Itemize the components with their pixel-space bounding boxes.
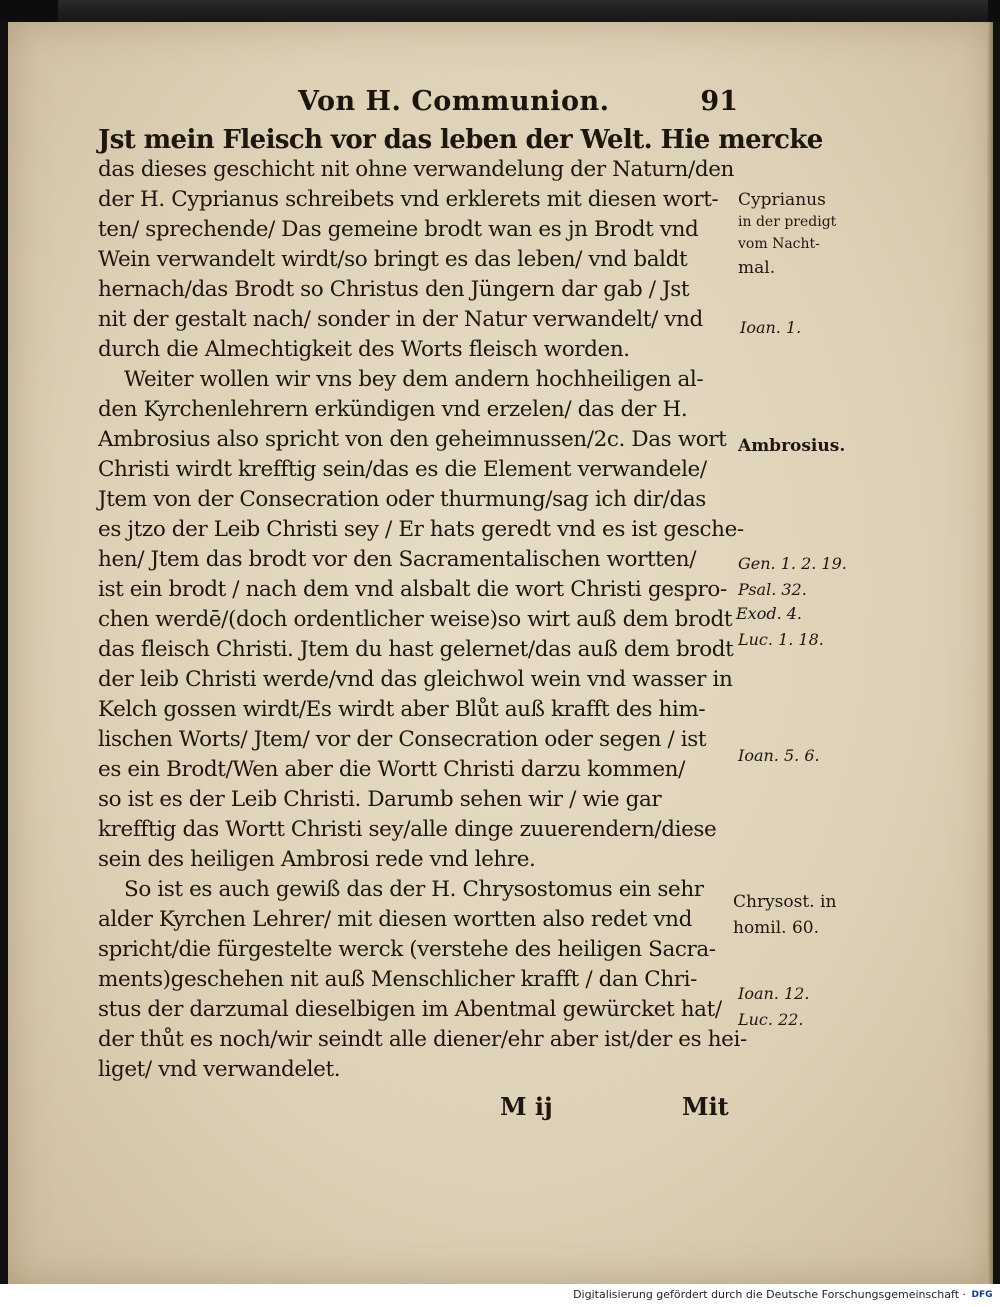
text-line: sein des heiligen Ambrosi rede vnd lehre. <box>98 847 536 872</box>
text-line: Weiter wollen wir vns bey dem andern hochheiligen al- <box>124 367 704 392</box>
text-line: lischen Worts/ Jtem/ vor der Consecration oder segen / ist <box>98 727 707 752</box>
running-head: Von H. Communion. <box>298 86 610 117</box>
text-line: stus der darzumal dieselbigen im Abentmal gewürcket hat/ <box>98 997 722 1022</box>
text-line: krefftig das Wortt Christi sey/alle dinge zuuerendern/diese <box>98 817 717 842</box>
top-bar <box>0 0 1000 22</box>
margin-note: homil. 60. <box>733 918 820 938</box>
margin-note: Ioan. 5. 6. <box>738 746 820 765</box>
margin-note: Gen. 1. 2. 19. <box>738 554 847 573</box>
text-line: nit der gestalt nach/ sonder in der Natur verwandelt/ vnd <box>98 307 703 332</box>
text-line: den Kyrchenlehrern erkündigen vnd erzelen/ das der H. <box>98 397 688 422</box>
text-line: das fleisch Christi. Jtem du hast gelernet/das auß dem brodt <box>98 637 734 662</box>
signature-mark: M ij <box>500 1092 553 1121</box>
text-line: alder Kyrchen Lehrer/ mit diesen wortten also redet vnd <box>98 907 692 932</box>
text-line: so ist es der Leib Christi. Darumb sehen wir / wie gar <box>98 787 662 812</box>
text-line: Wein verwandelt wirdt/so bringt es das leben/ vnd baldt <box>98 247 688 272</box>
dfg-logo-icon: DFG <box>971 1290 993 1300</box>
text-line: Kelch gossen wirdt/Es wirdt aber Blůt auß krafft des him- <box>98 697 706 722</box>
funding-notice: Digitalisierung gefördert durch die Deutsche Forschungsgemeinschaft · <box>573 1288 966 1301</box>
margin-note: in der predigt <box>738 214 837 230</box>
margin-note: vom Nacht- <box>738 236 820 252</box>
text-line: Ambrosius also spricht von den geheimnussen/2c. Das wort <box>98 427 727 452</box>
margin-note: Ioan. 12. <box>738 984 810 1003</box>
text-line: durch die Almechtigkeit des Worts fleisch worden. <box>98 337 630 362</box>
text-line: hen/ Jtem das brodt vor den Sacramentalischen wortten/ <box>98 547 697 572</box>
text-line: ments)geschehen nit auß Menschlicher krafft / dan Chri- <box>98 967 698 992</box>
margin-note: Psal. 32. <box>738 580 807 599</box>
margin-note: Ambrosius. <box>738 436 846 456</box>
text-line: Jst mein Fleisch vor das leben der Welt. Hie mercke <box>98 125 823 155</box>
margin-note: Cyprianus <box>738 190 826 210</box>
text-line: chen werdē/(doch ordentlicher weise)so wirt auß dem brodt <box>98 607 733 632</box>
page-gutter <box>987 22 993 1284</box>
margin-note: Exod. 4. <box>736 604 803 623</box>
footer-bar <box>0 1284 1000 1307</box>
text-line: das dieses geschicht nit ohne verwandelung der Naturn/den <box>98 157 734 182</box>
text-line: es jtzo der Leib Christi sey / Er hats geredt vnd es ist gesche- <box>98 517 744 542</box>
text-line: Jtem von der Consecration oder thurmung/sag ich dir/das <box>98 487 706 512</box>
text-line: der leib Christi werde/vnd das gleichwol wein vnd wasser in <box>98 667 733 692</box>
catchword: Mit <box>682 1092 729 1121</box>
page-number: 91 <box>700 86 738 117</box>
text-line: liget/ vnd verwandelet. <box>98 1057 341 1082</box>
text-line: ten/ sprechende/ Das gemeine brodt wan es jn Brodt vnd <box>98 217 699 242</box>
text-line: der thůt es noch/wir seindt alle diener/ehr aber ist/der es hei- <box>98 1027 747 1052</box>
margin-note: mal. <box>738 258 776 278</box>
text-line: der H. Cyprianus schreibets vnd erklerets mit diesen wort- <box>98 187 719 212</box>
text-line: ist ein brodt / nach dem vnd alsbalt die wort Christi gespro- <box>98 577 727 602</box>
margin-note: Luc. 1. 18. <box>738 630 824 649</box>
margin-note: Chrysost. in <box>733 892 837 912</box>
margin-note: Ioan. 1. <box>740 318 802 337</box>
page-header <box>298 86 738 126</box>
text-line: es ein Brodt/Wen aber die Wortt Christi darzu kommen/ <box>98 757 685 782</box>
text-line: Christi wirdt krefftig sein/das es die Element verwandele/ <box>98 457 707 482</box>
margin-note: Luc. 22. <box>738 1010 804 1029</box>
text-line: So ist es auch gewiß das der H. Chrysostomus ein sehr <box>124 877 704 902</box>
text-line: hernach/das Brodt so Christus den Jüngern dar gab / Jst <box>98 277 690 302</box>
text-line: spricht/die fürgestelte werck (verstehe des heiligen Sacra- <box>98 937 716 962</box>
